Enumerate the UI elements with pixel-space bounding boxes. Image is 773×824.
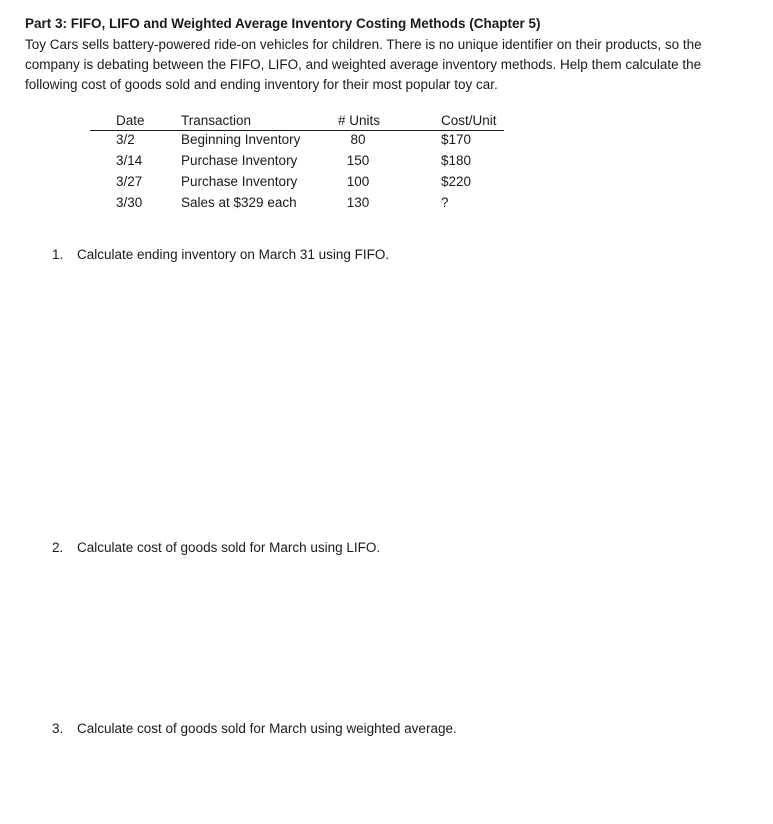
header-date: Date [116, 113, 145, 128]
question-text: Calculate cost of goods sold for March using LIFO. [77, 540, 381, 555]
row-date: 3/14 [116, 153, 143, 168]
row-cost: ? [441, 195, 449, 210]
table-row [90, 194, 504, 215]
question-number: 2. [52, 540, 64, 555]
intro-line: Toy Cars sells battery-powered ride-on vehicles for children. There is no unique identifier on their products, so the [25, 37, 702, 52]
row-transaction: Purchase Inventory [181, 174, 298, 189]
table-row [90, 173, 504, 194]
table-row [90, 131, 504, 152]
intro-paragraph [25, 35, 770, 95]
question-text: Calculate cost of goods sold for March using weighted average. [77, 721, 457, 736]
page-title: Part 3: FIFO, LIFO and Weighted Average Inventory Costing Methods (Chapter 5) [25, 16, 541, 31]
row-units: 130 [346, 195, 370, 210]
intro-line: company is debating between the FIFO, LIFO, and weighted average inventory methods. Help them calculate the [25, 57, 702, 72]
question-3 [52, 721, 457, 736]
header-transaction: Transaction [181, 113, 252, 128]
row-transaction: Sales at $329 each [181, 195, 297, 210]
question-2 [52, 540, 380, 555]
table-header-row [90, 112, 504, 131]
row-cost: $170 [441, 132, 472, 147]
row-units: 150 [346, 153, 370, 168]
row-date: 3/27 [116, 174, 143, 189]
table-row [90, 152, 504, 173]
row-transaction: Purchase Inventory [181, 153, 298, 168]
question-number: 1. [52, 247, 64, 262]
question-number: 3. [52, 721, 64, 736]
row-units: 100 [346, 174, 370, 189]
row-units: 80 [350, 132, 366, 147]
inventory-table [90, 112, 504, 215]
header-cost-per-unit: Cost/Unit [441, 113, 497, 128]
question-1 [52, 247, 389, 262]
header-units: # Units [337, 113, 381, 128]
row-cost: $180 [441, 153, 472, 168]
question-text: Calculate ending inventory on March 31 using FIFO. [77, 247, 390, 262]
row-transaction: Beginning Inventory [181, 132, 301, 147]
intro-line: following cost of goods sold and ending inventory for their most popular toy car. [25, 77, 498, 92]
row-date: 3/30 [116, 195, 143, 210]
row-date: 3/2 [116, 132, 135, 147]
row-cost: $220 [441, 174, 472, 189]
